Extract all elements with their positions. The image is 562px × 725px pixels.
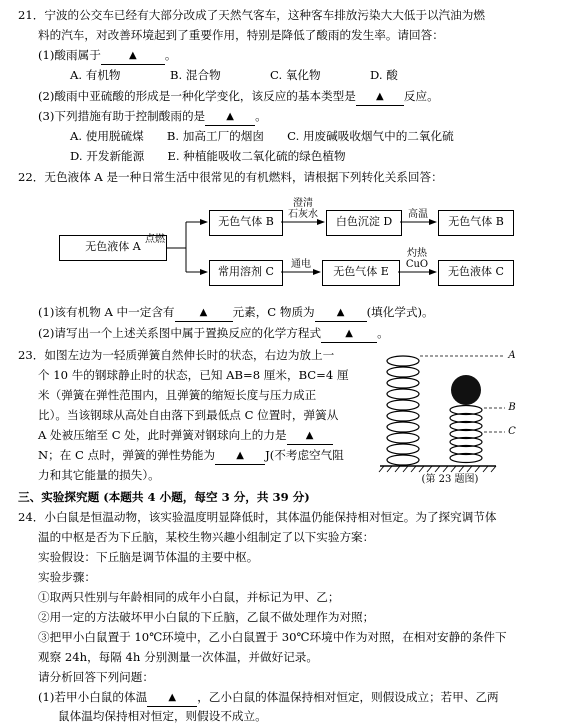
q22-stem: 22．无色液体 A 是一种日常生活中很常见的有机燃料，请根据下列转化关系回答： <box>18 170 443 184</box>
box-precipitate-d: 白色沉淀 D <box>326 210 402 236</box>
q21-option-d: D. 酸 <box>370 68 398 82</box>
label-b: B <box>508 402 516 413</box>
q21-part3-options-line1: A. 使用脱硫煤 B. 加高工厂的烟囱 C. 用废碱吸收烟气中的二氧化硫 <box>70 129 454 143</box>
q23-line6-text: N；在 C 点时，弹簧的弹性势能为 <box>38 448 216 462</box>
triangle-icon: ▲ <box>128 50 137 61</box>
label-ignite: 点燃 <box>145 234 165 245</box>
q24-part1-text-b: ，乙小白鼠的体温保持相对恒定，则假设成立；若甲、乙两 <box>197 690 499 704</box>
q22-part1-text-b: 元素，C 物质为 <box>232 305 315 319</box>
q24-step2: ②用一定的方法破坏甲小白鼠的下丘脑，乙鼠不做处理作为对照； <box>38 610 375 624</box>
label-high-temp: 高温 <box>408 209 428 220</box>
triangle-icon: ▲ <box>336 307 345 318</box>
q24-hypothesis: 实验假设：下丘脑是调节体温的主要中枢。 <box>38 550 259 564</box>
q24-part1-cont: 鼠体温均保持相对恒定，则假设不成立。 <box>58 709 267 723</box>
q21-option-c: C. 氧化物 <box>270 68 321 82</box>
figure-caption: (第 23 题图) <box>421 474 479 485</box>
q24-step3-cont: 观察 24h，每隔 4h 分别测量一次体温，并做好记录。 <box>38 650 318 664</box>
q21-option-b: B. 混合物 <box>170 68 221 82</box>
triangle-icon: ▲ <box>226 111 234 122</box>
q23-line5-text: A 处被压缩至 C 处，此时弹簧对钢球向上的力是 <box>38 428 287 442</box>
q22-part1-text-c: (填化学式)。 <box>366 305 434 319</box>
triangle-icon: ▲ <box>236 450 244 461</box>
q21-part1-text: (1)酸雨属于 <box>38 48 101 62</box>
q24-part1 <box>38 690 499 707</box>
q24-part1-text-a: (1)若甲小白鼠的体温 <box>38 690 148 704</box>
label-heat: 灼热 <box>407 248 427 259</box>
q24-step3: ③把甲小白鼠置于 10℃环境中，乙小白鼠置于 30℃环境中作为对照，在相对安静的条件下 <box>38 630 507 644</box>
q21-part3-text: (3)下列措施有助于控制酸雨的是 <box>38 109 206 123</box>
q22-part1-text-a: (1)该有机物 A 中一定含有 <box>38 305 175 319</box>
q21-part3-end: 。 <box>255 109 267 123</box>
q23-line3: 米（弹簧在弹性范围内，且弹簧的缩短长度与压力成正 <box>38 388 317 402</box>
q22-part2-text: (2)请写出一个上述关系图中属于置换反应的化学方程式 <box>38 326 322 340</box>
triangle-icon: ▲ <box>168 692 177 703</box>
q24-line1: 24．小白鼠是恒温动物，该实验温度明显降低时，其体温仍能保持相对恒定。为了探究调节体 <box>18 510 497 524</box>
label-limewater-2: 石灰水 <box>288 209 318 220</box>
q21-part3-options-line2: D. 开发新能源 E. 种植能吸收二氧化硫的绿色植物 <box>70 149 346 163</box>
q21-part2-text: (2)酸雨中亚硫酸的形成是一种化学变化，该反应的基本类型是 <box>38 89 356 103</box>
triangle-icon: ▲ <box>199 307 208 318</box>
q21-part1-end: 。 <box>164 48 177 62</box>
label-limewater-1: 澄清 <box>293 198 313 209</box>
q23-line1: 23．如图左边为一轻质弹簧自然伸长时的状态，右边为放上一 <box>18 348 335 362</box>
label-electric: 通电 <box>291 259 311 270</box>
label-c: C <box>508 426 516 437</box>
q24-steps-heading: 实验步骤： <box>38 570 96 584</box>
box-gas-b-2: 无色气体 B <box>438 210 514 236</box>
q23-line6-end: J(不考虑空气阻 <box>265 448 344 462</box>
steel-ball <box>451 375 481 405</box>
section-3-heading: 三、实验探究题 (本题共 4 小题，每空 3 分，共 39 分) <box>18 490 310 504</box>
label-a: A <box>508 350 516 361</box>
q21-part2-end: 反应。 <box>403 89 439 103</box>
answer-blank[interactable] <box>147 690 197 707</box>
box-gas-b: 无色气体 B <box>209 210 283 236</box>
box-liquid-a: 无色液体 A <box>59 235 167 261</box>
box-gas-e: 无色气体 E <box>322 260 400 286</box>
q23-line2: 个 10 牛的钢球静止时的状态，已知 AB=8 厘米，BC=4 厘 <box>38 368 349 382</box>
q24-step1: ①取两只性别与年龄相同的成年小白鼠，并标记为甲、乙； <box>38 590 340 604</box>
triangle-icon: ▲ <box>345 328 353 339</box>
label-cuo: CuO <box>405 259 429 270</box>
q24-line2: 温的中枢是否为下丘脑，某校生物兴趣小组制定了以下实验方案： <box>38 530 375 544</box>
q21-stem-line2: 料的汽车，对改善环境起到了重要作用，特别是降低了酸雨的发生率。请回答： <box>38 28 444 42</box>
box-liquid-c: 无色液体 C <box>438 260 514 286</box>
q22-part2-end: 。 <box>377 326 389 340</box>
q21-option-a: A. 有机物 <box>70 68 121 82</box>
triangle-icon: ▲ <box>305 430 314 441</box>
q21-stem-line1: 21．宁波的公交车已经有大部分改成了天然气客车，这种客车排放污染大大低于以汽油为燃 <box>18 8 485 22</box>
q23-line4: 比）。当该钢球从高处自由落下到最低点 C 位置时，弹簧从 <box>38 408 339 422</box>
triangle-icon: ▲ <box>376 91 384 102</box>
q24-analysis-heading: 请分析回答下列问题： <box>38 670 154 684</box>
q23-line7: 力和其它能量的损失）。 <box>38 468 160 482</box>
box-solvent-c: 常用溶剂 C <box>209 260 283 286</box>
